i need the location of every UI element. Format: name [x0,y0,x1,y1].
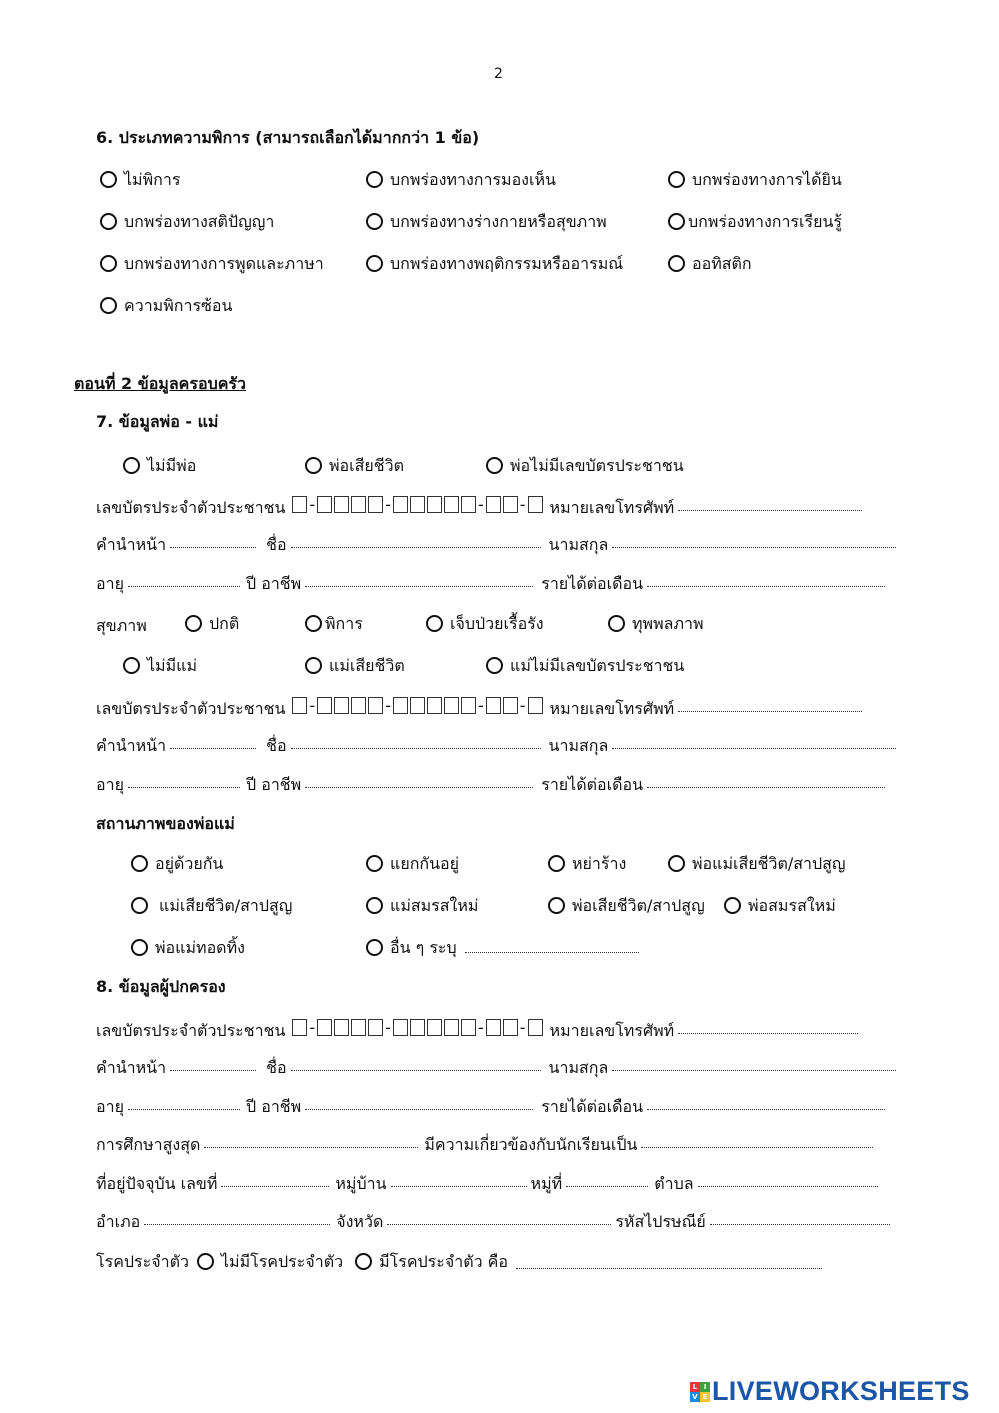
age-field[interactable] [128,1108,240,1110]
district-field[interactable] [144,1223,330,1225]
parent-status-option[interactable]: พ่อเสียชีวิต/สาปสูญ [548,896,705,915]
q6-option[interactable]: ไม่พิการ [100,170,180,189]
logo-mark-icon: L I V E [690,1382,710,1402]
q6-option[interactable]: ความพิการซ้อน [100,296,232,315]
health-option[interactable]: เจ็บป่วยเรื้อรัง [426,614,544,633]
radio-circle[interactable] [100,255,117,272]
village-field[interactable] [391,1185,527,1187]
house-number-field[interactable] [221,1185,329,1187]
parent-status-option[interactable]: หย่าร้าง [548,854,626,873]
parent-status-option[interactable]: พ่อสมรสใหม่ [724,896,836,915]
page-number: 2 [494,66,503,82]
radio-circle[interactable] [355,1253,372,1270]
radio-circle[interactable] [426,615,443,632]
radio-circle[interactable] [366,897,383,914]
father-age-row: อายุ ปี อาชีพ รายได้ต่อเดือน [96,574,889,593]
radio-circle[interactable] [548,897,565,914]
radio-circle[interactable] [197,1253,214,1270]
q6-option[interactable]: บกพร่องทางการเรียนรู้ [668,212,842,231]
mother-age-row: อายุ ปี อาชีพ รายได้ต่อเดือน [96,775,889,794]
phone-field[interactable] [678,710,862,712]
q6-option[interactable]: บกพร่องทางการได้ยิน [668,170,842,189]
moo-field[interactable] [566,1185,648,1187]
surname-field[interactable] [612,1069,896,1071]
education-field[interactable] [204,1146,418,1148]
radio-circle[interactable] [668,255,685,272]
radio-circle[interactable] [486,457,503,474]
radio-circle[interactable] [100,297,117,314]
prefix-field[interactable] [170,747,256,749]
radio-circle[interactable] [668,171,685,188]
guardian-district-row: อำเภอ จังหวัด รหัสไปรษณีย์ [96,1212,894,1231]
guardian-education-row: การศึกษาสูงสุด มีความเกี่ยวข้องกับนักเรียนเป็น [96,1135,877,1154]
q6-option[interactable]: ออทิสติก [668,254,752,273]
radio-circle[interactable] [486,657,503,674]
radio-circle[interactable] [366,255,383,272]
liveworksheets-logo [690,1376,970,1407]
id-card-boxes[interactable]: - - - - [291,696,543,715]
radio-circle[interactable] [366,855,383,872]
occupation-field[interactable] [305,1108,533,1110]
mother-option[interactable]: ไม่มีแม่ [123,656,197,675]
guardian-disease-row: โรคประจำตัว ไม่มีโรคประจำตัว มีโรคประจำตัว คือ [96,1252,826,1271]
parent-status-option[interactable]: พ่อแม่เสียชีวิต/สาปสูญ [668,854,846,873]
q6-title: 6. ประเภทความพิการ (สามารถเลือกได้มากกว่า 1 ข้อ) [96,128,480,147]
q6-option[interactable]: บกพร่องทางพฤติกรรมหรืออารมณ์ [366,254,623,273]
q6-option[interactable]: บกพร่องทางการมองเห็น [366,170,556,189]
radio-circle[interactable] [123,657,140,674]
parent-status-title: สถานภาพของพ่อแม่ [96,814,235,833]
mother-option[interactable]: แม่ไม่มีเลขบัตรประชาชน [486,656,684,675]
mother-id-row: เลขบัตรประจำตัวประชาชน - - - - หมายเลขโทรศัพท์ [96,696,866,718]
health-option[interactable]: พิการ [305,614,363,633]
q6-option[interactable]: บกพร่องทางสติปัญญา [100,212,274,231]
parent-status-option[interactable]: อยู่ด้วยกัน [131,854,223,873]
income-field[interactable] [647,786,885,788]
father-id-row: เลขบัตรประจำตัวประชาชน - - - - หมายเลขโทรศัพท์ [96,495,866,517]
name-field[interactable] [291,546,541,548]
father-option[interactable]: พ่อเสียชีวิต [305,456,404,475]
radio-circle[interactable] [123,457,140,474]
parent-status-option[interactable]: แม่เสียชีวิต/สาปสูญ [131,896,292,915]
radio-circle[interactable] [100,171,117,188]
radio-circle[interactable] [131,897,148,914]
disease-field[interactable] [516,1267,822,1269]
radio-circle[interactable] [366,939,383,956]
radio-circle[interactable] [305,615,322,632]
id-card-boxes[interactable]: - - - - [291,1018,543,1037]
logo-text: LIVEWORKSHEETS [712,1376,970,1406]
occupation-field[interactable] [305,585,533,587]
radio-circle[interactable] [305,657,322,674]
radio-circle[interactable] [668,213,685,230]
radio-circle[interactable] [366,171,383,188]
q8-title: 8. ข้อมูลผู้ปกครอง [96,977,226,996]
subdistrict-field[interactable] [698,1185,878,1187]
surname-field[interactable] [612,747,896,749]
surname-field[interactable] [612,546,896,548]
radio-circle[interactable] [131,939,148,956]
radio-circle[interactable] [668,855,685,872]
radio-circle[interactable] [724,897,741,914]
guardian-age-row: อายุ ปี อาชีพ รายได้ต่อเดือน [96,1097,889,1116]
phone-field[interactable] [678,509,862,511]
parent-status-option[interactable]: พ่อแม่ทอดทิ้ง [131,938,245,957]
radio-circle[interactable] [131,855,148,872]
guardian-name-row: คำนำหน้า ชื่อ นามสกุล [96,1058,900,1077]
radio-circle[interactable] [185,615,202,632]
father-option[interactable]: ไม่มีพ่อ [123,456,196,475]
age-field[interactable] [128,585,240,587]
father-option[interactable]: พ่อไม่มีเลขบัตรประชาชน [486,456,684,475]
parent-status-option[interactable]: แม่สมรสใหม่ [366,896,478,915]
mother-name-row: คำนำหน้า ชื่อ นามสกุล [96,736,900,755]
id-card-boxes[interactable]: - - - - [291,495,543,514]
province-field[interactable] [387,1223,611,1225]
mother-option[interactable]: แม่เสียชีวิต [305,656,405,675]
guardian-id-row: เลขบัตรประจำตัวประชาชน - - - - หมายเลขโทรศัพท์ [96,1018,862,1040]
occupation-field[interactable] [305,786,533,788]
health-label: สุขภาพ [96,616,147,635]
radio-circle[interactable] [305,457,322,474]
income-field[interactable] [647,585,885,587]
radio-circle[interactable] [548,855,565,872]
radio-circle[interactable] [100,213,117,230]
q7-title: 7. ข้อมูลพ่อ - แม่ [96,412,219,431]
age-field[interactable] [128,786,240,788]
father-name-row: คำนำหน้า ชื่อ นามสกุล [96,535,900,554]
name-field[interactable] [291,1069,541,1071]
guardian-address-row: ที่อยู่ปัจจุบัน เลขที่ หมู่บ้าน หมู่ที่ ตำบล [96,1174,882,1193]
q6-option[interactable]: บกพร่องทางการพูดและภาษา [100,254,324,273]
postcode-field[interactable] [710,1223,890,1225]
radio-circle[interactable] [608,615,625,632]
other-specify-field[interactable] [465,951,639,953]
radio-circle[interactable] [366,213,383,230]
part2-title: ตอนที่ 2 ข้อมูลครอบครัว [74,374,246,393]
phone-field[interactable] [678,1032,858,1034]
prefix-field[interactable] [170,546,256,548]
health-option[interactable]: ทุพพลภาพ [608,614,704,633]
parent-status-option-other[interactable]: อื่น ๆ ระบุ [366,938,643,957]
health-option[interactable]: ปกติ [185,614,239,633]
q6-option[interactable]: บกพร่องทางร่างกายหรือสุขภาพ [366,212,607,231]
prefix-field[interactable] [170,1069,256,1071]
relation-field[interactable] [641,1146,873,1148]
name-field[interactable] [291,747,541,749]
parent-status-option[interactable]: แยกกันอยู่ [366,854,459,873]
income-field[interactable] [647,1108,885,1110]
